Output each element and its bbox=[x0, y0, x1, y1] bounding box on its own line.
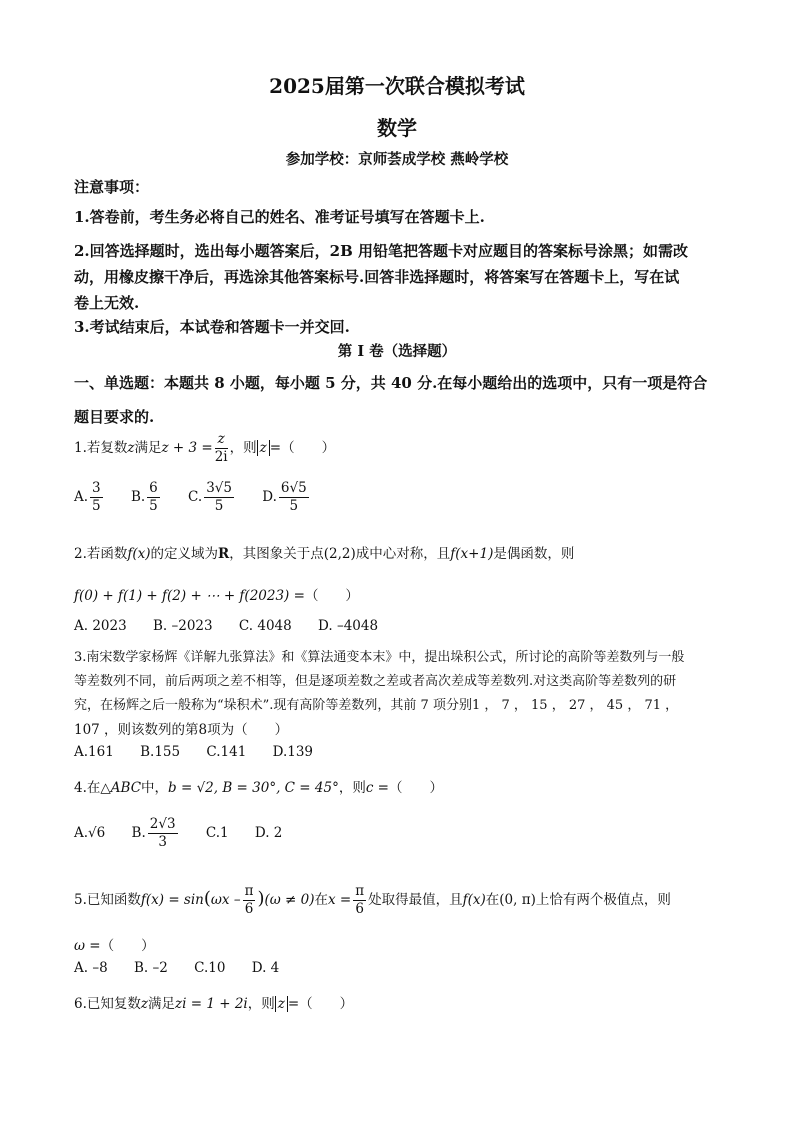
q1-fraction-num: z bbox=[215, 431, 228, 449]
q4-b-den: 3 bbox=[158, 834, 167, 850]
q4-option-b bbox=[132, 816, 180, 851]
q6-stem-c: ，则 bbox=[247, 996, 275, 1012]
q4-paren: （ ） bbox=[389, 780, 443, 796]
question-3-options bbox=[74, 744, 724, 760]
question-3-line-4: 107 ，则该数列的第8项为（ ） bbox=[74, 722, 289, 738]
question-4-options bbox=[74, 816, 724, 851]
q1-fraction-den: 2i bbox=[214, 449, 228, 465]
q5-interval: (0, π) bbox=[499, 892, 536, 908]
q1-var: z bbox=[127, 440, 135, 456]
q4-option-a-label: A. bbox=[74, 825, 89, 841]
question-2-line-2 bbox=[74, 584, 724, 604]
q1-eq: = bbox=[269, 440, 282, 456]
q1-c-den: 5 bbox=[214, 498, 224, 514]
subject-title: 数学 bbox=[377, 116, 417, 140]
q5-x-eq: x = bbox=[328, 892, 352, 908]
q4-stem-a: 4.在 bbox=[74, 780, 101, 796]
notice-item-2-line-1: 2.回答选择题时，选出每小题答案后，2B 用铅笔把答题卡对应题目的答案标号涂黑；如需改 bbox=[74, 242, 689, 260]
q5-pi-num: π bbox=[244, 883, 254, 899]
question-1-options bbox=[74, 480, 724, 515]
q2-line1-b: 的定义域为 bbox=[150, 546, 219, 562]
q2-line1-e: 是偶函数，则 bbox=[493, 546, 575, 562]
q3-option-c: C.141 bbox=[206, 744, 247, 760]
part-title: 第 I 卷（选择题） bbox=[337, 343, 457, 360]
q1-option-b-label: B. bbox=[130, 489, 146, 505]
q4-b-num: 2√3 bbox=[149, 816, 176, 832]
q6-abs-z: z bbox=[275, 996, 288, 1012]
q5-arg: ωx – bbox=[210, 892, 241, 908]
question-1-stem bbox=[74, 430, 724, 466]
q5-paren: （ ） bbox=[100, 938, 155, 954]
q5-option-b: B. –2 bbox=[133, 960, 168, 976]
q4-option-a bbox=[74, 825, 105, 841]
question-2-options bbox=[74, 618, 724, 634]
section-intro-line-2: 题目要求的. bbox=[74, 408, 155, 426]
q1-b-den: 5 bbox=[149, 498, 158, 514]
q4-stem-c: ，则 bbox=[338, 780, 366, 796]
q5-stem-a: 5.已知函数 bbox=[74, 892, 141, 908]
q4-stem-b: 中， bbox=[141, 780, 169, 796]
q2-line1-c: ，其图象关于点 bbox=[229, 546, 324, 562]
q1-option-b bbox=[131, 480, 162, 515]
q1-fraction bbox=[215, 431, 228, 466]
notice-heading: 注意事项： bbox=[74, 178, 150, 196]
q6-paren: （ ） bbox=[299, 996, 354, 1012]
q5-option-d: D. 4 bbox=[251, 960, 280, 976]
participating-schools: 参加学校：京师荟成学校 燕岭学校 bbox=[285, 151, 509, 168]
q6-eq: zi = 1 + 2i bbox=[175, 996, 248, 1012]
q6-var: z bbox=[140, 996, 149, 1012]
q1-option-a bbox=[74, 480, 105, 515]
q5-omega-cond: (ω ≠ 0) bbox=[264, 892, 315, 908]
q2-option-a: A. 2023 bbox=[74, 618, 127, 634]
question-3-line-1: 3.南宋数学家杨辉《详解九张算法》和《算法通变本末》中，提出垛积公式，所讨论的高阶等差数列与一般 bbox=[74, 650, 685, 665]
question-3-line-2: 等差数列不同，前后两项之差不相等，但是逐项差数之差或者高次差成等差数列.对这类高阶等差数列的研 bbox=[74, 674, 677, 689]
q1-paren: （ ） bbox=[281, 440, 336, 456]
q2-f-x: f(x) bbox=[127, 546, 151, 562]
q1-d-den: 5 bbox=[289, 498, 299, 514]
q2-paren: （ ） bbox=[304, 588, 359, 604]
q4-triangle: ABC bbox=[110, 780, 142, 796]
q5-option-c: C.10 bbox=[194, 960, 226, 976]
question-3-line-3: 究，在杨辉之后一般称为“垛积术”.现有高阶等差数列，其前 7 项分别1 ， 7 ， 15 ， 27 ， 45 ， 71 ， bbox=[74, 698, 679, 713]
q5-x-fraction bbox=[353, 883, 366, 918]
notice-item-3: 3.考试结束后，本试卷和答题卡一并交回. bbox=[74, 318, 350, 336]
q5-pi-fraction bbox=[243, 883, 256, 918]
q1-a-den: 5 bbox=[92, 498, 101, 514]
notice-item-2-line-2: 动，用橡皮擦干净后，再选涂其他答案标号.回答非选择题时，将答案写在答题卡上，写在试 bbox=[74, 268, 680, 286]
q1-lhs: z + 3 = bbox=[161, 440, 213, 456]
q5-func: f(x) = sin bbox=[140, 892, 204, 908]
q4-option-b-label: B. bbox=[131, 825, 146, 841]
question-2-line-1 bbox=[74, 542, 724, 562]
section-intro-line-1: 一、单选题：本题共 8 小题，每小题 5 分，共 40 分.在每小题给出的选项中，只有一项是符合 bbox=[74, 374, 708, 392]
triangle-icon: △ bbox=[100, 780, 111, 796]
q2-sum: f(0) + f(1) + f(2) + ⋯ + f(2023) = bbox=[74, 588, 305, 604]
q1-a-num: 3 bbox=[92, 480, 101, 496]
q3-option-d: D.139 bbox=[272, 744, 314, 760]
q6-stem-a: 6.已知复数 bbox=[74, 996, 141, 1012]
q1-d-num: 6√5 bbox=[280, 480, 307, 496]
q3-option-a: A.161 bbox=[74, 744, 114, 760]
question-5-stem: 5.已知函数f(x) = sin(ωx – $\frac{\pi}{6}$ )(ω ≠ 0)在x = $\frac{\pi}{6}$ 处取得最值，且f(x)在(0, π)上恰有两个极值点，则 bbox=[74, 883, 671, 917]
q1-abs-z: z bbox=[257, 440, 270, 456]
q4-option-c: C.1 bbox=[205, 825, 229, 841]
q4-option-d: D. 2 bbox=[254, 825, 283, 841]
q1-option-a-label: A. bbox=[74, 489, 89, 505]
question-6-stem bbox=[74, 992, 724, 1012]
q5-stem-d: 在 bbox=[485, 892, 500, 908]
q4-conditions: b = √2, B = 30°, C = 45° bbox=[168, 780, 339, 796]
q5-f: f(x) bbox=[462, 892, 486, 908]
q3-option-b: B.155 bbox=[140, 744, 181, 760]
q5-option-a: A. –8 bbox=[74, 960, 108, 976]
q6-eq2: = bbox=[287, 996, 300, 1012]
notice-item-2-line-3: 卷上无效. bbox=[74, 294, 140, 312]
q5-omega: ω = bbox=[74, 938, 101, 954]
q2-option-c: C. 4048 bbox=[238, 618, 292, 634]
q2-option-b: B. –2023 bbox=[153, 618, 213, 634]
q5-x-num: π bbox=[355, 883, 365, 899]
exam-title: 2025届第一次联合模拟考试 bbox=[269, 74, 525, 98]
notice-item-1: 1.答卷前，考生务必将自己的姓名、准考证号填写在答题卡上. bbox=[74, 208, 485, 226]
q1-stem-c: ，则 bbox=[229, 440, 257, 456]
q1-option-d bbox=[262, 480, 310, 515]
q2-point: (2,2) bbox=[323, 546, 356, 562]
q6-stem-b: 满足 bbox=[148, 996, 176, 1012]
q2-line1-a: 2.若函数 bbox=[74, 546, 128, 562]
q5-stem-b: 在 bbox=[314, 892, 329, 908]
question-4-stem bbox=[74, 776, 724, 796]
q4-c: c = bbox=[365, 780, 389, 796]
q1-stem-b: 满足 bbox=[134, 440, 162, 456]
q1-stem-a: 1.若复数 bbox=[74, 440, 128, 456]
q5-stem-e: 上恰有两个极值点，则 bbox=[535, 892, 671, 908]
q2-f-x-plus-1: f(x+1) bbox=[450, 546, 494, 562]
q1-b-num: 6 bbox=[149, 480, 158, 496]
q2-R: R bbox=[218, 546, 230, 562]
q1-option-c-label: C. bbox=[188, 489, 203, 505]
q5-x-den: 6 bbox=[355, 901, 364, 917]
q1-c-num: 3√5 bbox=[206, 480, 232, 496]
q5-pi-den: 6 bbox=[244, 901, 254, 917]
q4-option-a-value: √6 bbox=[88, 825, 106, 841]
q2-option-d: D. –4048 bbox=[318, 618, 379, 634]
question-5-line-2 bbox=[74, 934, 724, 954]
q5-stem-c: 处取得最值，且 bbox=[368, 892, 463, 908]
question-5-options bbox=[74, 960, 724, 976]
q1-option-c bbox=[188, 480, 236, 515]
q2-line1-d: 成中心对称，且 bbox=[355, 546, 451, 562]
q1-option-d-label: D. bbox=[262, 489, 277, 505]
